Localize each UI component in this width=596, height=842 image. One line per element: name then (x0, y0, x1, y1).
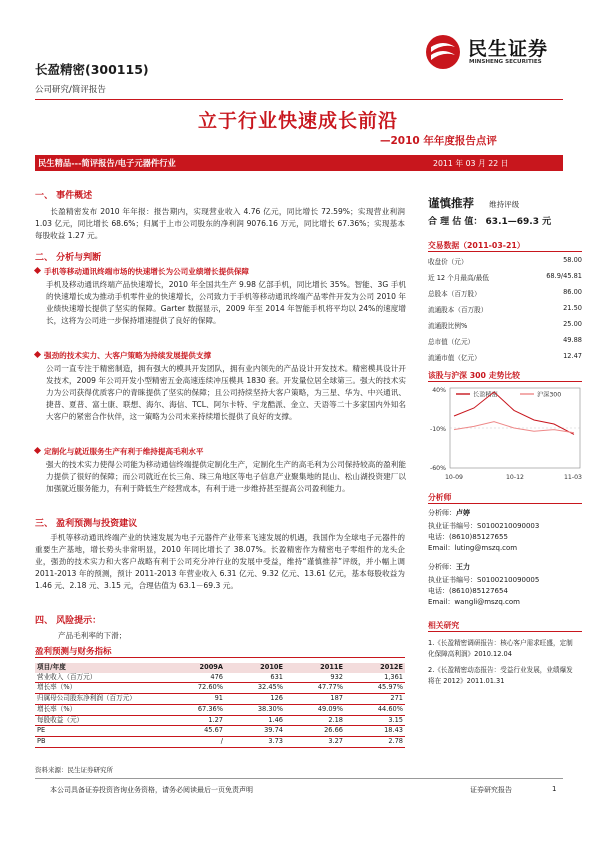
analyst-tel: 电话：(8610)85127655 (428, 533, 508, 541)
table-cell: 47.77% (317, 683, 343, 692)
table-row (35, 704, 405, 715)
table-cell: 1.46 (268, 715, 283, 724)
point-1-title-text: 手机等移动通讯终端市场的快速增长为公司业绩增长提供保障 (44, 267, 250, 276)
section-3-body: 手机等移动通讯终端产业的快速发展为电子元器件产业带来飞速发展的机遇，我国作为全球电子元器件的重要生产基地，增长势头非常明显，2010 年同比增长了 38.07%。长盈精密作为精密电子零组件的龙头企业，强劲的技术实力和大客户战略有利于公司充分冲行业的发展中受益，维持“谨慎推荐”评级，并小幅上调 2011-2013 年的预测，预计 2011-2013 年营业收入 6.31 亿元、9.32 亿元、13.61 亿元，基本每股收益为 1.46 元、2.18 元、3.15 元，合理估值为 63.1－69.3 元。 (35, 533, 405, 590)
legend-label-b: 沪深300 (537, 391, 562, 399)
diamond-bullet-icon (34, 351, 41, 358)
forecast-rule (35, 657, 405, 658)
related-item[interactable]: 1.《长盈精密调研报告：核心客户需求旺盛，定制化保障高利润》2010.12.04 (428, 639, 573, 658)
point-2-title-text: 强劲的技术实力、大客户策略为持续发展提供支撑 (44, 351, 212, 360)
analyst-email[interactable]: Email：luting@mszq.com (428, 544, 518, 552)
band-date: 2011 年 03 月 22 日 (433, 159, 509, 168)
analyst-label: 分析师： (428, 563, 456, 571)
table-cell: / (220, 736, 223, 745)
valuation (428, 214, 551, 227)
chart-title: 该股与沪深 300 走势比较 (428, 371, 520, 380)
table-cell: 932 (330, 672, 343, 681)
table-cell: 44.60% (377, 704, 403, 713)
analyst-tel: 电话：(8610)85127654 (428, 587, 508, 595)
brand-logo (424, 30, 574, 74)
trade-key: 近 12 个月最高/最低 (428, 274, 489, 282)
trade-row (428, 336, 582, 352)
trade-key: 总股本（百万股） (428, 290, 481, 298)
table-cell: 归属母公司股东净利润（百万元） (37, 694, 136, 703)
table-cell: 3.15 (388, 715, 403, 724)
rating-label: 谨慎推荐 (428, 196, 474, 210)
trade-data-table (428, 256, 582, 368)
x-tick-label: 11-03 (564, 474, 582, 481)
analyst-label: 分析师： (428, 509, 456, 517)
table-cell: 45.67 (204, 726, 223, 735)
report-title: 立于行业快速成长前沿 (197, 110, 398, 132)
table-cell: 91 (214, 694, 223, 703)
trade-value: 86.00 (563, 288, 582, 296)
rating-maintain: 维持评级 (489, 200, 520, 209)
table-row (35, 715, 405, 726)
trade-data-title: 交易数据（2011-03-21） (428, 241, 525, 250)
trade-key: 流通股本（百万股） (428, 306, 488, 314)
forecast-header-row (35, 663, 405, 673)
trade-value: 12.47 (563, 352, 582, 360)
table-row (35, 736, 405, 747)
table-cell: 营业收入（百万元） (37, 672, 97, 681)
report-subtitle: —2010 年年度报告点评 (380, 135, 497, 147)
trade-rule (428, 251, 582, 252)
trade-key: 收盘价（元） (428, 258, 468, 266)
analyst-name: 卢婷 (456, 509, 470, 517)
analyst-name-line (428, 508, 582, 518)
trade-row (428, 288, 582, 304)
chart-svg (428, 384, 582, 484)
price-chart (428, 384, 582, 484)
legend-label-a: 长盈精密 (473, 391, 498, 399)
point-3-title-text: 定制化与就近服务生产有利于维持提高毛利水平 (44, 447, 204, 456)
table-row (35, 726, 405, 737)
x-tick-label: 10-09 (445, 474, 463, 481)
related-rule (428, 631, 582, 632)
table-cell: 增长率（%） (37, 704, 77, 713)
table-cell: 38.30% (257, 704, 283, 713)
analyst-name-line (428, 562, 582, 572)
diamond-bullet-icon (34, 267, 41, 274)
table-cell: 631 (270, 672, 283, 681)
forecast-header-cell: 项目/年度 (37, 663, 66, 671)
section-1-title: 一、 事件概述 (35, 191, 93, 201)
trade-value: 49.88 (563, 336, 582, 344)
table-cell: 3.27 (328, 736, 343, 745)
trade-value: 68.9/45.81 (546, 272, 582, 280)
point-3-body: 强大的技术实力使得公司能为移动通信终端提供定制化生产，定制化生产的高毛利为公司保持较高的盈利能力提供了很好的保障；而公司就近在长三角、珠三角地区等电子信息产业聚集地的昆山、松山湖投资建厂以加强就近服务能力，有利于降低生产经营成本，有利于进一步维持甚至提高公司盈利能力。 (46, 460, 406, 493)
forecast-title: 盈利预测与财务指标 (35, 647, 112, 657)
table-cell: 3.73 (268, 736, 283, 745)
brand-name-en: MINSHENG SECURITIES (469, 59, 542, 65)
table-cell: 26.66 (324, 726, 343, 735)
point-3-title (35, 446, 203, 457)
report-type: 公司研究/简评报告 (35, 85, 106, 95)
analyst-name: 王力 (456, 563, 470, 571)
trade-key: 流通股比例% (428, 322, 468, 330)
header-rule (35, 99, 563, 100)
table-cell: 1,361 (384, 672, 403, 681)
table-row (35, 683, 405, 694)
table-cell: 45.97% (377, 683, 403, 692)
point-2-body: 公司一直专注于精密制造，拥有强大的模具开发团队，拥有业内领先的产品设计开发技术。精密模具设计开发技术，2009 年公司开发小型精密五金高速连续冲压模具 1830 套。开发量位居全球第三。强大的技术实力为公司获得优质客户的青睐提供了坚实的保障；且公司持续坚持大客户策略，为三星、华为、中兴通讯、捷普、夏普、富士康、联想、海尔、海信、TCL、阿尔卡特、宇龙酷派、金立、天语等二十多家国内外知名大客户的紧密合作伙伴，这一策略为公司未来持续增长提供了良好的支撑。 (46, 364, 406, 421)
trade-value: 25.00 (563, 320, 582, 328)
analyst-card (428, 562, 582, 607)
table-row (35, 694, 405, 705)
table-row (35, 673, 405, 683)
analyst-cert: 执业证书编号：S0100210090005 (428, 576, 540, 584)
series-line-2 (454, 422, 574, 433)
point-1-title (35, 266, 249, 277)
table-cell: 2.78 (388, 736, 403, 745)
table-cell: 476 (210, 672, 223, 681)
trade-key: 总市值（亿元） (428, 338, 475, 346)
related-title: 相关研究 (428, 621, 460, 630)
logo-icon (424, 33, 462, 71)
table-cell: 39.74 (264, 726, 283, 735)
y-tick-label: 40% (432, 387, 446, 394)
table-cell: 32.45% (257, 683, 283, 692)
table-cell: 1.27 (208, 715, 223, 724)
band-category: 民生精品---简评报告/电子元器件行业 (38, 158, 176, 168)
analyst-cert: 执业证书编号：S0100210090003 (428, 522, 540, 530)
valuation-value: 63.1—69.3 元 (485, 217, 552, 227)
valuation-label: 合 理 估 值： (428, 217, 483, 227)
table-cell: 每股收益（元） (37, 715, 84, 724)
footer-name: 证券研究报告 (470, 786, 512, 794)
forecast-header-cell: 2011E (320, 663, 343, 671)
table-cell: 271 (390, 694, 403, 703)
category-band (35, 155, 563, 171)
trade-value: 21.50 (563, 304, 582, 312)
table-cell: 18.43 (384, 726, 403, 735)
footer-disclaimer: 本公司具备证券投资咨询业务资格，请务必阅读最后一页免责声明 (50, 786, 253, 794)
analysts-title: 分析师 (428, 493, 452, 502)
table-cell: 67.36% (197, 704, 223, 713)
table-cell: 72.60% (197, 683, 223, 692)
company-title: 长盈精密(300115) (35, 62, 149, 77)
trade-row (428, 256, 582, 272)
trade-row (428, 272, 582, 288)
trade-value: 58.00 (563, 256, 582, 264)
forecast-source: 资料来源：民生证券研究所 (35, 766, 113, 774)
section-4-body: 产品毛利率的下滑； (58, 631, 127, 640)
trade-row (428, 352, 582, 368)
trade-key: 流通市值（亿元） (428, 354, 481, 362)
table-cell: 2.18 (328, 715, 343, 724)
table-cell: PE (37, 726, 46, 735)
point-1-body: 手机及移动通讯终端产品快速增长，2010 年全国共生产 9.98 亿部手机，同比增长 35%。智能、3G 手机的快速增长成为推动手机零件业的快速增长，公司致力于手机等移动通讯终端产品零件开发为公司 2010 年业绩快速增长提供了坚实的保障。Garter 数据显示，2009 年至 2014 年智能手机将平均以 24%的速度增长，这将为公司进一步保持增速提供了良好的保障。 (46, 280, 406, 325)
chart-rule (428, 381, 582, 382)
section-2-title: 二、 分析与判断 (35, 253, 102, 263)
forecast-header-cell: 2009A (199, 663, 223, 671)
trade-row (428, 320, 582, 336)
diamond-bullet-icon (34, 447, 41, 454)
forecast-header-cell: 2012E (380, 663, 403, 671)
related-item[interactable]: 2.《长盈精密动态报告：受益行业发展，业绩爆发将在 2012》2011.01.31 (428, 666, 573, 685)
rating-box (428, 192, 582, 211)
table-cell: 126 (270, 694, 283, 703)
forecast-table (35, 663, 405, 748)
section-4-title: 四、 风险提示： (35, 616, 102, 626)
trade-row (428, 304, 582, 320)
section-3-title: 三、 盈利预测与投资建议 (35, 519, 138, 529)
y-tick-label: -10% (430, 426, 446, 433)
analyst-card (428, 508, 582, 553)
analysts-rule (428, 503, 582, 504)
table-cell: 49.09% (317, 704, 343, 713)
y-tick-label: -60% (430, 465, 446, 472)
section-1-body: 长盈精密发布 2010 年年报：报告期内，实现营业收入 4.76 亿元，同比增长 72.59%；实现营业利润 1.03 亿元，同比增长 68.6%；归属于上市公司股东的净利润 9076.16 万元，同比增长 67.36%；实现基本每股收益 1.27 元。 (35, 207, 405, 240)
table-cell: 187 (330, 694, 343, 703)
x-tick-label: 10-12 (506, 474, 524, 481)
table-cell: PB (37, 736, 46, 745)
point-2-title (35, 350, 211, 361)
footer-rule (35, 778, 563, 779)
page-number: 1 (552, 785, 557, 793)
analyst-email[interactable]: Email：wangli@mszq.com (428, 598, 520, 606)
forecast-header-cell: 2010E (260, 663, 283, 671)
brand-name: 民生证券 (468, 38, 549, 60)
table-cell: 增长率（%） (37, 683, 77, 692)
